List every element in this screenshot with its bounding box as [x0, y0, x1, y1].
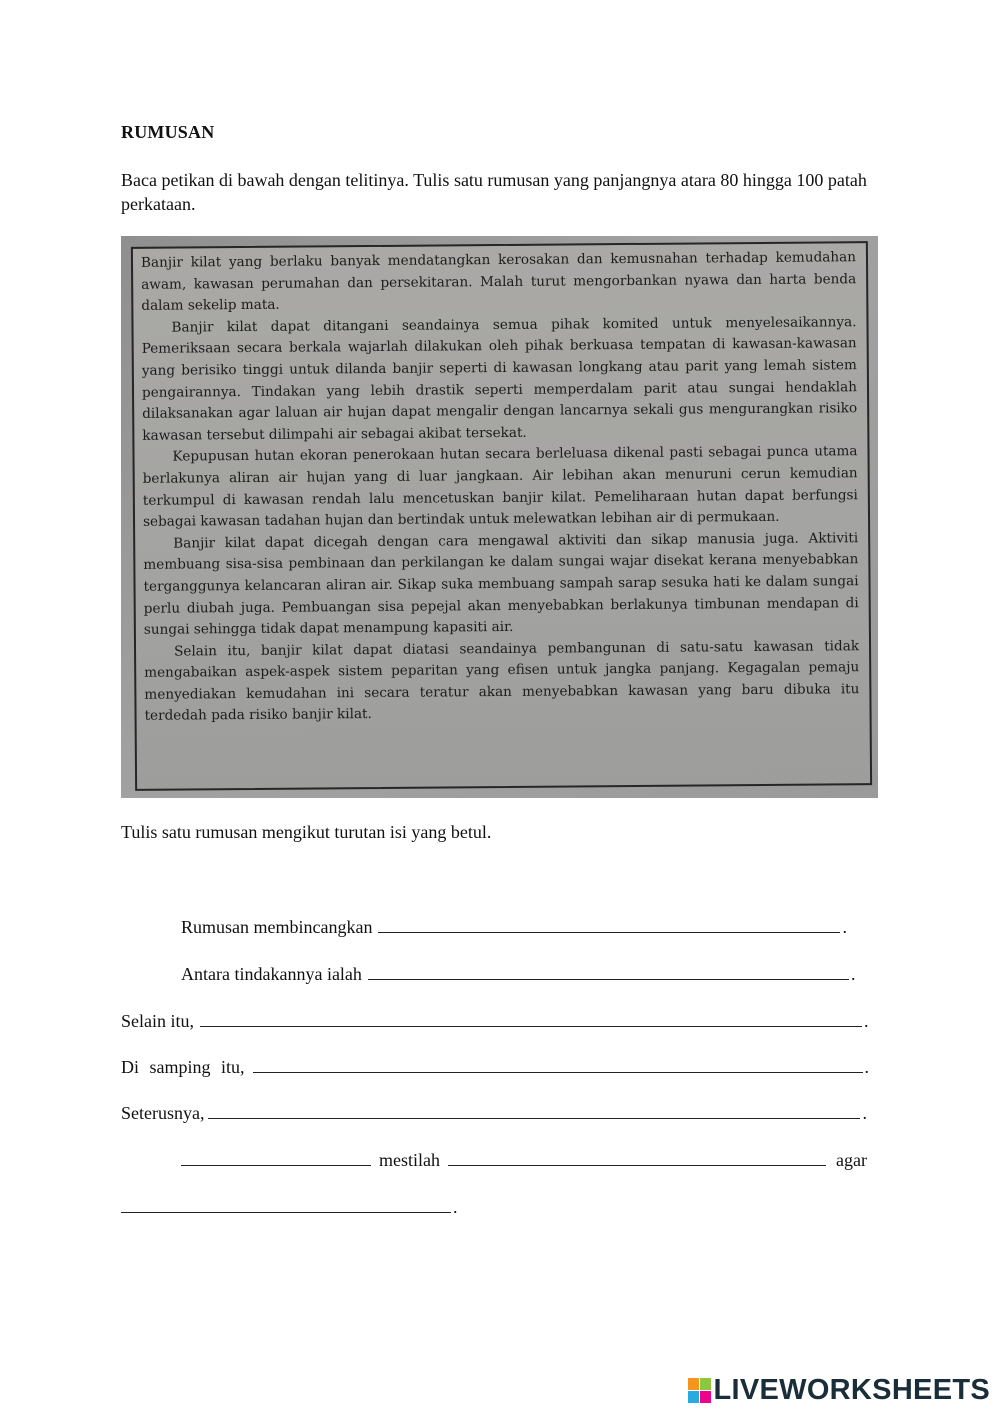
- passage-paragraph-1: Banjir kilat yang berlaku banyak mendatangkan kerosakan dan kemusnahan terhadap kemudahan awam, kawasan perumahan dan persekitaran. Malah turut mengorbankan nyawa dan harta benda dalam sekelip mata.: [140, 249, 857, 315]
- line-3-period: .: [864, 1011, 869, 1031]
- line-5-label: Seterusnya,: [121, 1103, 205, 1123]
- instruction-text: Baca petikan di bawah dengan telitinya. Tulis satu rumusan yang panjangnya atara 80 hingga 100 patah perkataan.: [121, 170, 867, 214]
- answer-blank-1[interactable]: [378, 914, 840, 933]
- summary-line-6: [181, 1147, 867, 1171]
- line-1-label: Rumusan membincangkan: [181, 917, 373, 937]
- passage-box: [131, 241, 872, 791]
- summary-line-1: [181, 914, 847, 938]
- line-6-end: agar: [836, 1150, 867, 1170]
- line-2-period: .: [850, 964, 856, 984]
- answer-blank-4[interactable]: [253, 1054, 863, 1073]
- logo-text: LIVEWORKSHEETS: [713, 1374, 990, 1406]
- task-text: Tulis satu rumusan mengikut turutan isi yang betul.: [121, 822, 492, 842]
- summary-line-3: [121, 1008, 869, 1032]
- summary-line-7: [121, 1194, 458, 1218]
- answer-blank-7[interactable]: [121, 1194, 451, 1213]
- answer-blank-2[interactable]: [368, 961, 849, 980]
- summary-line-2: [181, 961, 855, 985]
- answer-blank-6b[interactable]: [448, 1147, 826, 1166]
- line-5-period: .: [862, 1103, 867, 1123]
- line-3-label: Selain itu,: [121, 1011, 194, 1031]
- logo-mark-icon: [688, 1378, 711, 1403]
- line-2-label: Antara tindakannya ialah: [181, 964, 362, 984]
- summary-line-5: [121, 1100, 867, 1124]
- answer-blank-6a[interactable]: [181, 1147, 371, 1166]
- passage-image: [121, 236, 878, 798]
- passage-paragraph-5: Selain itu, banjir kilat dapat diatasi seandainya pembangunan di satu-satu kawasan tidak mengabaikan aspek-aspek sistem peparitan yang efisen untuk jangka panjang. Kegagalan pemaju menyediakan kemudahan ini secara teratur akan menyebabkan kawasan yang baru dibuka itu terdedah pada risiko banjir kilat.: [144, 637, 860, 725]
- line-4-period: .: [864, 1057, 869, 1077]
- liveworksheets-logo: [688, 1374, 991, 1407]
- line-1-period: .: [842, 917, 847, 937]
- passage-paragraph-2: Banjir kilat dapat ditangani seandainya semua pihak komited untuk menyelesaikannya. Pemeriksaan secara berkala wajarlah dilakukan oleh pihak berkuasa tempatan di kawasan-kawasan yang berisiko tinggi untuk dilanda banjir seperti di kawasan longkang atau parit yang lemah sistem pengairannya. Tindakan yang lebih drastik seperti memperdalam parit atau sungai hendaklah dilaksanakan agar laluan air hujan dapat mengalir dengan lancarnya sekali gus mengurangkan risiko kawasan tersebut dilimpahi air sebagai akibat tersekat.: [141, 313, 858, 444]
- summary-line-4: [121, 1054, 869, 1078]
- line-4-label: Di samping itu,: [121, 1057, 245, 1077]
- answer-blank-3[interactable]: [200, 1008, 862, 1027]
- page-title: RUMUSAN: [121, 122, 215, 142]
- answer-blank-5[interactable]: [208, 1100, 860, 1119]
- passage-paragraph-3: Kepupusan hutan ekoran penerokaan hutan secara berleluasa dikenal pasti sebagai punca utama berlakunya aliran air hujan yang di luar jangkaan. Air lebihan akan menuruni cerun kemudian terkumpul di kawasan rendah lalu mencetuskan banjir kilat. Pemeliharaan hutan dapat berfungsi sebagai kawasan tadahan hujan dan bertindak untuk melewatkan lebihan air di permukaan.: [142, 443, 858, 530]
- line-7-period: .: [453, 1197, 458, 1217]
- line-6-middle: mestilah: [379, 1150, 440, 1170]
- passage-paragraph-4: Banjir kilat dapat dicegah dengan cara mengawal aktiviti dan sikap manusia juga. Aktiviti membuang sisa-sisa pembinaan dan perkilangan ke dalam sungai wajar disekat kerana menyebabkan terganggunya kelancaran aliran air. Sikap suka membuang sampah sarap sesuka hati ke dalam sungai perlu diubah juga. Pembuangan sisa pepejal akan menyebabkan berlakunya timbunan mendapan di sungai sehingga tidak dapat menampung kapasiti air.: [143, 529, 859, 638]
